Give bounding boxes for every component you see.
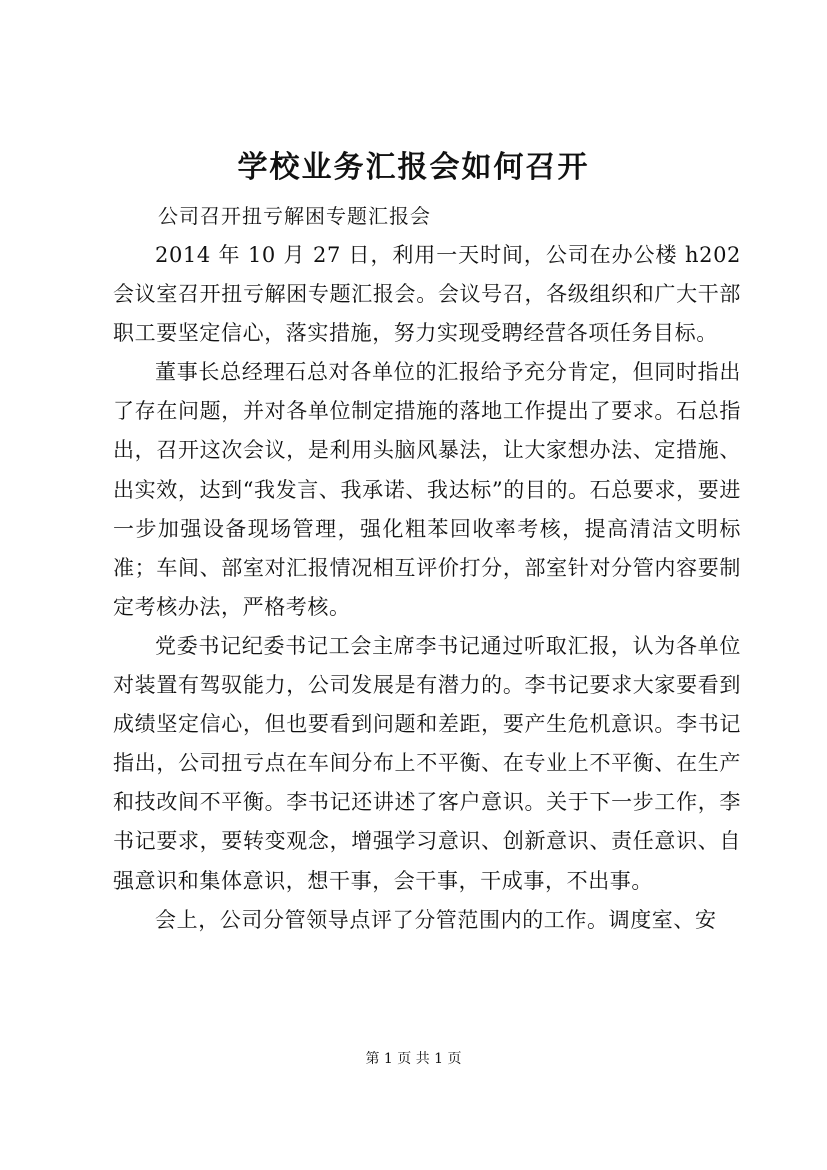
document-subtitle: 公司召开扭亏解困专题汇报会 bbox=[158, 204, 431, 228]
page-footer: 第 1 页 共 1 页 bbox=[365, 1051, 462, 1067]
document-body bbox=[113, 236, 741, 940]
paragraph: 董事长总经理石总对各单位的汇报给予充分肯定，但同时指出了存在问题，并对各单位制定措施的落地工作提出了要求。石总指出，召开这次会议，是利用头脑风暴法，让大家想办法、定措施、出实效，达到“我发言、我承诺、我达标”的目的。石总要求，要进一步加强设备现场管理，强化粗苯回收率考核，提高清洁文明标准；车间、部室对汇报情况相互评价打分，部室针对分管内容要制定考核办法，严格考核。 bbox=[113, 360, 741, 619]
document-title: 学校业务汇报会如何召开 bbox=[237, 150, 590, 185]
paragraph: 2014 年 10 月 27 日，利用一天时间，公司在办公楼 h202 会议室召开扭亏解困专题汇报会。会议号召，各级组织和广大干部职工要坚定信心，落实措施，努力实现受聘经营各项任务目标。 bbox=[113, 243, 741, 346]
paragraph: 会上，公司分管领导点评了分管范围内的工作。调度室、安 bbox=[155, 907, 717, 932]
paragraph: 党委书记纪委书记工会主席李书记通过听取汇报，认为各单位对装置有驾驭能力，公司发展是有潜力的。李书记要求大家要看到成绩坚定信心，但也要看到问题和差距，要产生危机意识。李书记指出，公司扭亏点在车间分布上不平衡、在专业上不平衡、在生产和技改间不平衡。李书记还讲述了客户意识。关于下一步工作，李书记要求，要转变观念，增强学习意识、创新意识、责任意识、自强意识和集体意识，想干事，会干事，干成事，不出事。 bbox=[113, 633, 741, 893]
